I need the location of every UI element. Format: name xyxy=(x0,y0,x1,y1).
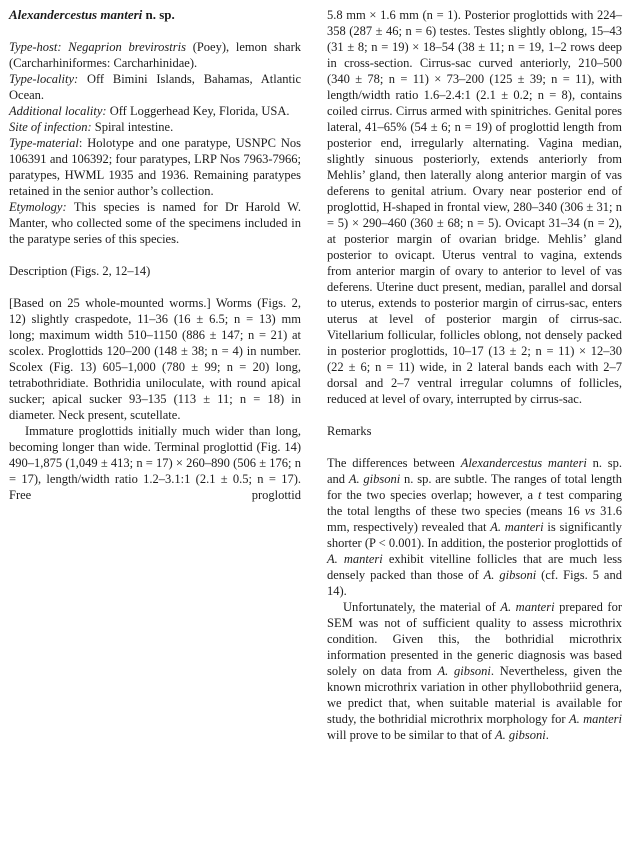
paragraph-site-of-infection: Site of infection: Spiral intestine. xyxy=(9,120,174,134)
section-heading-remarks: Remarks xyxy=(327,424,372,438)
paragraph-description-2-continuation: 5.8 mm × 1.6 mm (n = 1). Posterior proglottids with 224–358 (287 ± 46; n = 6) testes. Testes slightly oblong, 15–43 (31 ± 8; n = 19) × 18–54 (38 ± 11; n = 19, 1–2 rows deep in cross-section. Cirrus-sac curved anteriorly, 210–500 (340 ± 78; n = 11) × 73–200 (125 ± 39; n = 11), with length/width ratio 1.6–2.4:1 (2.1 ± 0.2; n = 8), contains coiled cirrus. Cirrus armed with spinitriches. Genital pores lateral, 41–65% (54 ± 6; n = 19) of proglottid length from posterior end, irregularly alternating. Vagina median, slightly sinuous posteriorly, extends anteriorly from Mehlis’ gland, then laterally along anterior margin of vas deferens to genital atrium. Ovary near posterior end of proglottid, H-shaped in frontal view, 280–340 (306 ± 31; n = 5) × 290–460 (360 ± 68; n = 5). Ovicapt 31–34 (n = 2), at posterior margin of ovarian bridge. Mehlis’ gland posterior to ovicapt. Uterus ventral to vagina, extends from anterior margin of ovary to anterior to level of vas deferens. Uterine duct present, median, parallel and dorsal to uterus, extends to posterior margin of cirrus-sac, enters uterus at level of posterior margin of cirrus-sac. Vitellarium follicular, follicles oblong, not densely packed in posterior proglottids, 10–17 (13 ± 2; n = 11) × 12–30 (22 ± 6; n = 11) wide, in 2 lateral bands each with 2–7 dorsal and 2–7 ventral irregular columns of follicles, reduced at level of ovary, interrupted by cirrus-sac. xyxy=(327,8,622,406)
paragraph-additional-locality: Additional locality: Off Loggerhead Key, Florida, USA. xyxy=(9,104,290,118)
paragraph-description-2: Immature proglottids initially much wider than long, becoming longer than wide. Terminal proglottid (Fig. 14) 490–1,875 (1,049 ± 413; n = 17) × 260–890 (506 ± 176; n = 17), length/width ratio 1.2–3.1:1 (2.1 ± 0.5; n = 17). Free proglottid xyxy=(9,424,301,502)
paragraph-description-1: [Based on 25 whole-mounted worms.] Worms (Figs. 2, 12) slightly craspedote, 11–36 (16 ± 6.5; n = 13) mm long; maximum width 510–1150 (886 ± 147; n = 21) at scolex. Proglottids 120–200 (148 ± 38; n = 4) in number. Scolex (Fig. 13) 605–1,000 (780 ± 99; n = 20) long, tetrabothridiate. Bothridia uniloculate, with round apical sucker; apical sucker 93–135 (113 ± 11; n = 18) in diameter. Neck present, scutellate. xyxy=(9,296,301,422)
section-heading-description: Description (Figs. 2, 12–14) xyxy=(9,264,151,278)
left-column xyxy=(9,7,301,864)
paragraph-type-host: Type-host: Negaprion brevirostris (Poey), lemon shark (Carcharhiniformes: Carcharhinidae). xyxy=(9,40,301,70)
paragraph-remarks-2: Unfortunately, the material of A. manteri prepared for SEM was not of sufficient quality to assess microthrix condition. Given this, the bothridial microthrix information presented in the generic diagnosis was based solely on data from A. gibsoni. Nevertheless, given the known microthrix variation in other phyllobothriid genera, we predict that, when suitable material is available for study, the bothridial microthrix morphology for A. manteri will prove to be similar to that of A. gibsoni. xyxy=(327,600,622,742)
species-heading: Alexandercestus manteri n. sp. xyxy=(9,7,175,22)
paragraph-remarks-1: The differences between Alexandercestus manteri n. sp. and A. gibsoni n. sp. are subtle. The ranges of total length for the two species overlap; however, a t test comparing the total lengths of these two species (means 16 vs 31.6 mm, respectively) revealed that A. manteri is significantly shorter (P < 0.001). In addition, the posterior proglottids of A. manteri exhibit vitelline follicles that are much less densely packed than those of A. gibsoni (cf. Figs. 5 and 14). xyxy=(327,456,623,598)
paragraph-etymology: Etymology: This species is named for Dr Harold W. Manter, who collected some of the specimens included in the paratype series of this species. xyxy=(9,200,301,246)
paragraph-type-material: Type-material: Holotype and one paratype, USNPC Nos 106391 and 106392; four paratypes, LRP Nos 7963-7966; paratypes, HWML 1935 and 1936. Remaining paratypes retained in the senior author’s collection. xyxy=(9,136,301,198)
paragraph-type-locality: Type-locality: Off Bimini Islands, Bahamas, Atlantic Ocean. xyxy=(9,72,301,102)
right-column xyxy=(327,7,622,864)
